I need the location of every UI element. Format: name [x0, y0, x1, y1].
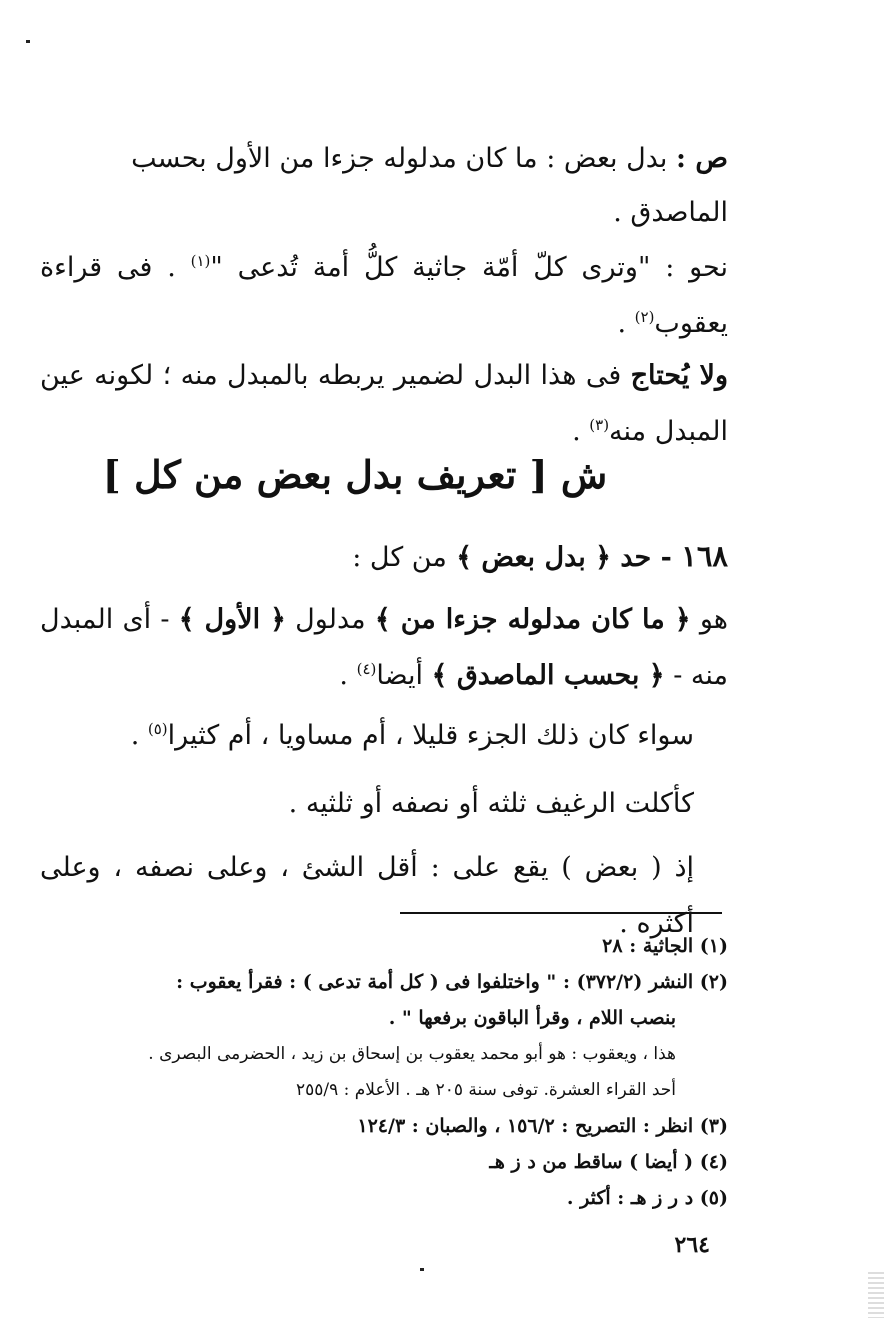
footnote-mark-4: (٤)	[356, 660, 377, 678]
example-paragraph	[40, 240, 728, 352]
note-end: .	[572, 416, 590, 447]
footnote-mark-3: (٣)	[589, 416, 610, 434]
quantity-paragraph	[40, 708, 728, 764]
def-part-2: مدلول	[285, 604, 375, 635]
quantity-end: .	[130, 720, 148, 751]
example-prefix: نحو : "وترى كلّ أمّة جاثية كلُّ أمة تُدعى "	[210, 252, 729, 283]
definition-body	[40, 592, 728, 704]
footnote-2: (٢) النشر (٣٧٢/٢) : " واختلفوا فى ( كل أمة تدعى ) : فقرأ يعقوب :	[176, 971, 728, 993]
matn-line-1: بدل بعض : ما كان مدلوله جزءا من الأول بحسب	[131, 143, 668, 174]
footnote-mark-2: (٢)	[634, 308, 655, 326]
def-end: .	[339, 660, 357, 691]
def-bold-3: ﴿ بحسب الماصدق ﴾	[431, 660, 665, 691]
reason-sentence-text: إذ ( بعض ) يقع على : أقل الشئ ، وعلى نصفه ، وعلى أكثره .	[40, 852, 694, 939]
example-mid: . فى قراءة يعقوب	[40, 252, 728, 339]
speck-mark	[26, 40, 30, 43]
footnote-1: (١) الجاثية : ٢٨	[602, 935, 728, 957]
example-sentence-text: كأكلت الرغيف ثلثه أو نصفه أو ثلثيه .	[288, 788, 694, 819]
quantity-text: سواء كان ذلك الجزء قليلا ، أم مساويا ، أم كثيرا	[167, 720, 694, 751]
page-edge-texture	[868, 1272, 884, 1318]
footnote-mark-1: (١)	[190, 252, 211, 270]
definition-title	[40, 528, 728, 586]
paragraph-number: ١٦٨	[681, 539, 728, 573]
speck-mark	[420, 1268, 424, 1271]
title-dash: -	[651, 542, 682, 573]
note-lead: ولا يُحتاج	[630, 360, 728, 391]
title-tail: من كل :	[352, 542, 447, 573]
note-paragraph	[40, 348, 728, 460]
def-bold-1: ﴿ ما كان مدلوله جزءا من ﴾	[374, 604, 691, 635]
footnote-5: (٥) د ر ز هـ : أكثر .	[566, 1187, 728, 1209]
footnotes	[40, 928, 728, 1216]
section-heading: ش [ تعريف بدل بعض من كل ]	[102, 452, 608, 497]
matn-line-2: الماصدق .	[613, 197, 728, 228]
footnote-mark-5: (٥)	[147, 720, 168, 738]
footnote-separator	[400, 912, 722, 914]
footnote-2-note-cont: أحد القراء العشرة. توفى سنة ٢٠٥ هـ . الأعلام : ٢٥٥/٩	[295, 1080, 676, 1100]
title-term: ﴿ بدل بعض ﴾	[446, 542, 621, 573]
def-bold-2: ﴿ الأول ﴾	[178, 604, 286, 635]
footnote-2-note: هذا ، ويعقوب : هو أبو محمد يعقوب بن إسحاق بن زيد ، الحضرمى البصرى .	[148, 1044, 676, 1064]
def-part-4: أيضا	[376, 660, 432, 691]
page-number: ٢٦٤	[674, 1232, 710, 1258]
def-part-1: هو	[690, 604, 729, 635]
matn-block	[40, 132, 728, 240]
title-lead: حد	[620, 542, 652, 573]
footnote-2-cont: بنصب اللام ، وقرأ الباقون برفعها " .	[388, 1007, 676, 1029]
example-end: .	[617, 308, 635, 339]
note-text: فى هذا البدل لضمير يربطه بالمبدل منه ؛ لكونه عين المبدل منه	[40, 360, 728, 447]
matn-label: ص :	[675, 143, 728, 174]
footnote-4: (٤) ( أيضا ) ساقط من د ز هـ	[489, 1151, 728, 1173]
def-part-3: - أى المبدل منه -	[40, 604, 728, 691]
footnote-3: (٣) انظر : التصريح : ١٥٦/٢ ، والصبان : ١٢٤/٣	[357, 1115, 728, 1137]
example-sentence	[40, 776, 728, 832]
